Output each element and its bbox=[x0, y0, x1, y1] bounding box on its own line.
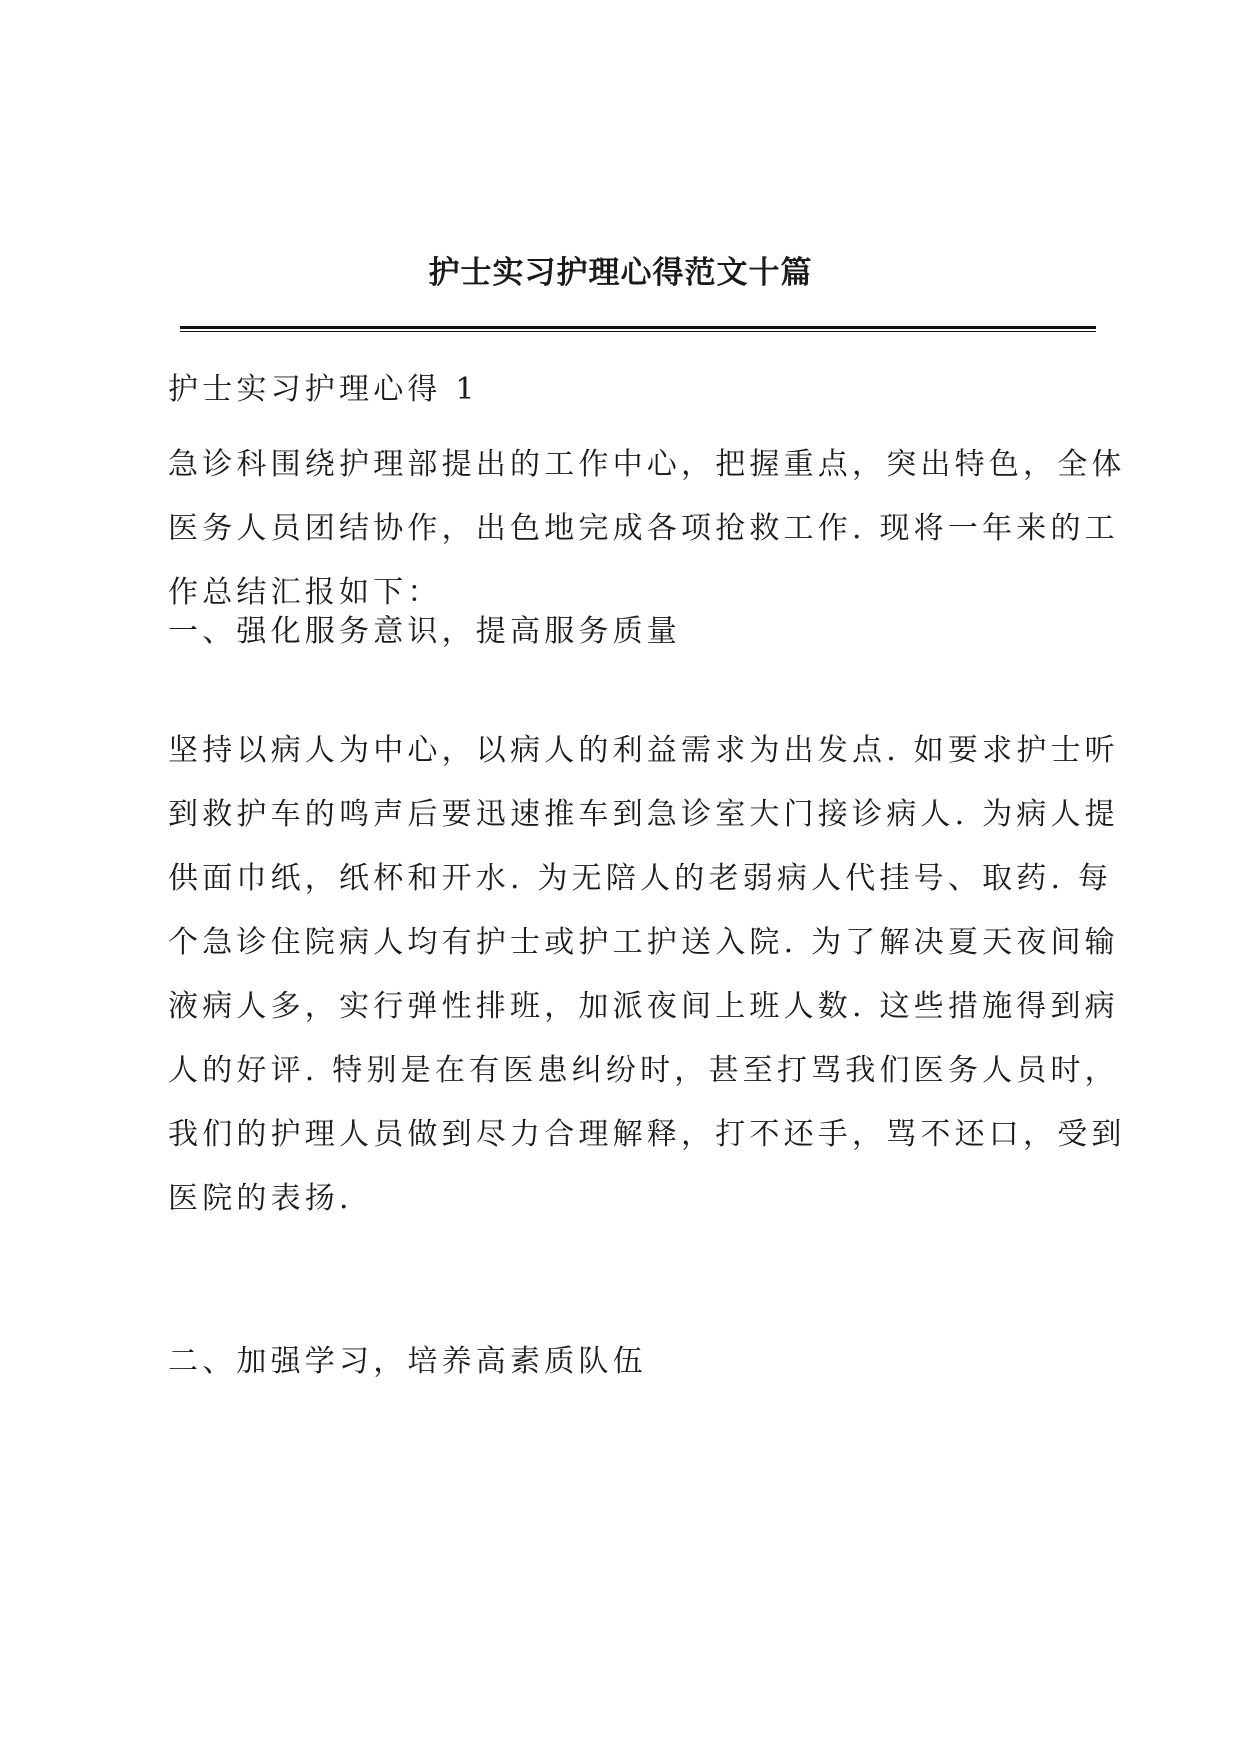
heading-two bbox=[168, 1330, 1092, 1394]
intro-line: 急诊科围绕护理部提出的工作中心，把握重点，突出特色，全体 bbox=[168, 447, 1126, 482]
paragraph-one bbox=[168, 719, 1126, 1231]
paragraph-line: 个急诊住院病人均有护士或护工护送入院. 为了解决夏天夜间输 bbox=[168, 925, 1119, 960]
paragraph-line: 液病人多，实行弹性排班，加派夜间上班人数. 这些措施得到病 bbox=[168, 989, 1119, 1024]
paragraph-line: 医院的表扬. bbox=[168, 1181, 353, 1216]
heading-two-text: 二、加强学习，培养高素质队伍 bbox=[168, 1344, 647, 1379]
section-heading-text: 护士实习护理心得 1 bbox=[168, 372, 479, 407]
paragraph-line: 坚持以病人为中心，以病人的利益需求为出发点. 如要求护士听 bbox=[168, 733, 1119, 768]
paragraph-line: 到救护车的鸣声后要迅速推车到急诊室大门接诊病人. 为病人提 bbox=[168, 797, 1119, 832]
intro-paragraph bbox=[168, 369, 1126, 625]
paragraph-line: 人的好评. 特别是在有医患纠纷时，甚至打骂我们医务人员时， bbox=[168, 1053, 1119, 1088]
document-title: 护士实习护理心得范文十篇 bbox=[428, 255, 813, 291]
heading-one-text: 一、强化服务意识，提高服务质量 bbox=[168, 614, 681, 649]
title-double-rule bbox=[180, 326, 1096, 332]
paragraph-line: 供面巾纸，纸杯和开水. 为无陪人的老弱病人代挂号、取药. 每 bbox=[168, 861, 1113, 896]
heading-one bbox=[168, 600, 1092, 664]
intro-line: 医务人员团结协作，出色地完成各项抢救工作. 现将一年来的工 bbox=[168, 511, 1119, 546]
paragraph-line: 我们的护理人员做到尽力合理解释，打不还手，骂不还口，受到 bbox=[168, 1117, 1126, 1152]
intro-line: 作总结汇报如下： bbox=[168, 575, 442, 610]
